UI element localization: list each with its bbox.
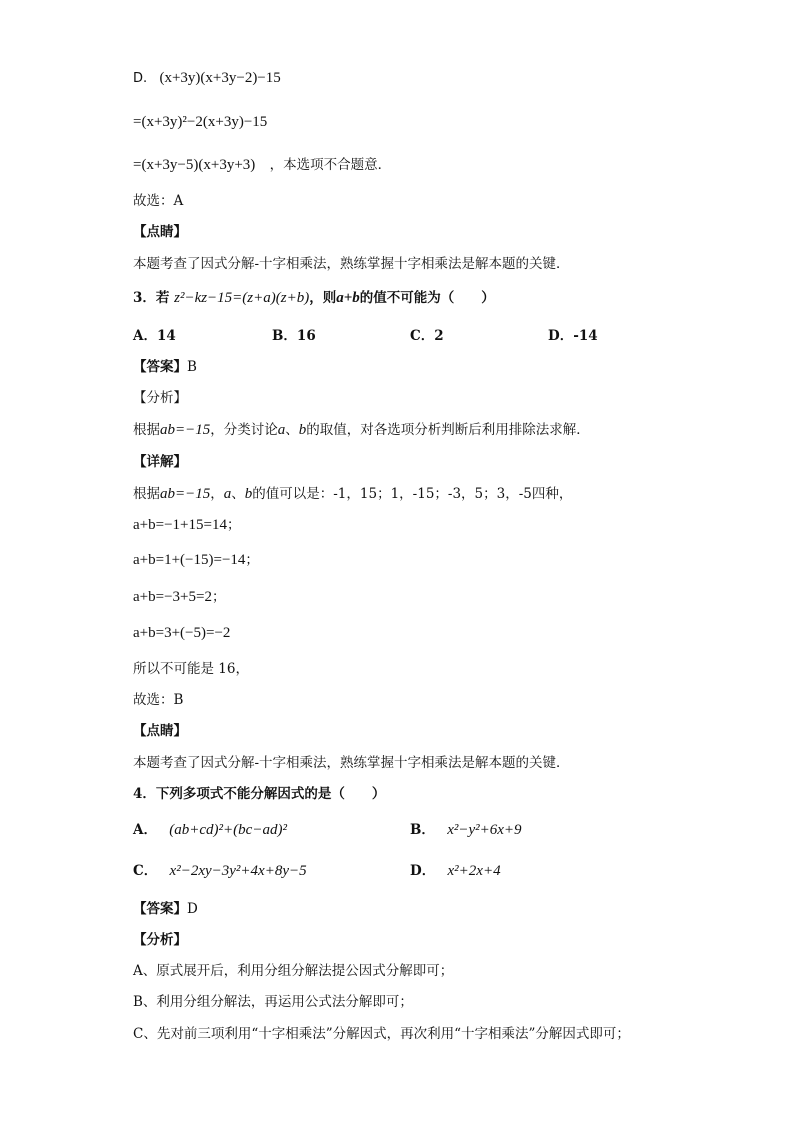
q3-stem-mid: ，则 <box>309 290 337 306</box>
q3-fenxi-label: 【分析】 <box>133 390 187 406</box>
q3-eq2-tail: ； <box>245 552 259 568</box>
q4-option-d <box>410 861 501 881</box>
q3-answer-value: B <box>187 359 197 375</box>
q3-dianjing-text: 本题考查了因式分解-十字相乘法，熟练掌握十字相乘法是解本题的关键． <box>133 755 570 771</box>
q3-eq3-math: a+b=−3+5=2 <box>133 589 212 605</box>
q4-fenxi-line-a: A、原式展开后，利用分组分解法提公因式分解即可； <box>133 963 454 979</box>
q3-xiangjie-text <box>133 484 572 504</box>
q2-d-line1 <box>133 68 281 89</box>
q3-option-b-value: 16 <box>296 328 316 344</box>
q3-eq1 <box>133 515 240 535</box>
q4-number: 4． <box>133 786 156 802</box>
q4-option-b-label: B． <box>410 822 435 838</box>
q4-stem-text: 下列多项式不能分解因式的是（ ） <box>155 786 386 802</box>
q4-option-b-math: x²−y²+6x+9 <box>447 822 522 838</box>
q3-answer <box>133 357 197 377</box>
q3-option-c-value: 2 <box>434 328 444 344</box>
q4-option-a-math: (ab+cd)²+(bc−ad)² <box>169 822 287 838</box>
q2-d-note: ，本选项不合题意． <box>269 157 392 173</box>
q4-stem <box>133 784 385 804</box>
q3-fenxi-pre: 根据 <box>133 422 160 438</box>
q3-conclusion: 所以不可能是 16， <box>133 661 249 677</box>
q3-option-b-label: B． <box>272 328 297 344</box>
q3-option-d-label: D． <box>548 328 574 344</box>
q3-option-a-label: A． <box>133 328 157 344</box>
q3-stem <box>133 288 495 308</box>
q3-option-d-value: -14 <box>573 328 598 344</box>
q4-answer-value: D <box>187 901 198 917</box>
q4-option-a-label: A． <box>133 822 157 838</box>
q4-fenxi-line-b: B、利用分组分解法，再运用公式法分解即可； <box>133 994 413 1010</box>
q3-eq2-math: a+b=1+(−15)=−14 <box>133 552 246 568</box>
q3-number: 3． <box>133 290 156 306</box>
q2-d-line2 <box>133 112 267 132</box>
q3-option-a <box>133 326 176 346</box>
q4-option-d-math: x²+2x+4 <box>447 863 501 879</box>
q3-eq1-tail: ； <box>226 517 241 533</box>
q4-fenxi-label: 【分析】 <box>133 932 187 948</box>
q2-d-label: D. <box>133 71 148 86</box>
q3-xj-b: b <box>244 486 253 502</box>
q2-choice: 故选：A <box>133 193 184 209</box>
q3-eq3 <box>133 587 225 607</box>
q3-xj-math: ab=−15 <box>160 486 211 502</box>
q4-option-c <box>133 861 307 881</box>
q3-equation: z²−kz−15=(z+a)(z+b) <box>174 290 310 306</box>
q3-fenxi-end: 的取值，对各选项分析判断后利用排除法求解． <box>306 422 590 438</box>
q2-d-expr3: =(x+3y−5)(x+3y+3) <box>133 157 256 173</box>
q3-fenxi-sep: 、 <box>285 422 299 438</box>
q3-xj-sep: 、 <box>231 486 245 502</box>
q2-dianjing-text: 本题考查了因式分解-十字相乘法，熟练掌握十字相乘法是解本题的关键． <box>133 256 570 272</box>
q2-dianjing-label: 【点睛】 <box>133 224 187 240</box>
q3-eq4-math: a+b=3+(−5)=−2 <box>133 625 231 641</box>
q3-eq3-tail: ； <box>211 589 226 605</box>
q3-option-c <box>410 326 444 346</box>
q3-stem-pre: 若 <box>155 290 170 306</box>
q4-answer <box>133 899 198 919</box>
q2-d-expr1: (x+3y)(x+3y−2)−15 <box>159 70 281 86</box>
q2-d-line3 <box>133 155 391 175</box>
q3-answer-label: 【答案】 <box>133 359 187 375</box>
q3-option-d <box>548 326 598 346</box>
q3-xj-pre: 根据 <box>133 486 160 502</box>
q4-option-b <box>410 820 522 840</box>
q4-answer-label: 【答案】 <box>133 901 187 917</box>
q4-option-a <box>133 820 287 840</box>
q3-xiangjie-label: 【详解】 <box>133 454 187 470</box>
q3-xj-post: 的值可以是：-1，15；1，-15；-3，5；3，-5四种， <box>252 486 573 502</box>
q3-fenxi-text <box>133 420 590 440</box>
q3-option-a-value: 14 <box>156 328 176 344</box>
q4-option-c-label: C． <box>133 863 158 879</box>
q3-option-c-label: C． <box>410 328 435 344</box>
q3-xj-a: a <box>223 486 232 502</box>
q3-choice: 故选：B <box>133 692 184 708</box>
q3-eq4 <box>133 623 230 643</box>
q3-fenxi-b: b <box>298 422 307 438</box>
q3-xj-mid: ， <box>210 486 224 502</box>
q3-eq1-math: a+b=−1+15=14 <box>133 517 227 533</box>
q3-fenxi-a: a <box>277 422 286 438</box>
q4-option-c-math: x²−2xy−3y²+4x+8y−5 <box>169 863 307 879</box>
q3-dianjing-label: 【点睛】 <box>133 723 187 739</box>
q3-option-b <box>272 326 316 346</box>
q3-fenxi-post: ，分类讨论 <box>210 422 278 438</box>
q2-d-expr2: =(x+3y)²−2(x+3y)−15 <box>133 114 268 130</box>
q4-fenxi-line-c: C、先对前三项利用“十字相乘法”分解因式，再次利用“十字相乘法”分解因式即可； <box>133 1026 630 1042</box>
q4-option-d-label: D． <box>410 863 436 879</box>
q3-ab: a+b <box>336 290 360 306</box>
q3-fenxi-math: ab=−15 <box>160 422 211 438</box>
q3-eq2 <box>133 550 259 570</box>
q3-stem-post: 的值不可能为（ ） <box>359 290 495 306</box>
